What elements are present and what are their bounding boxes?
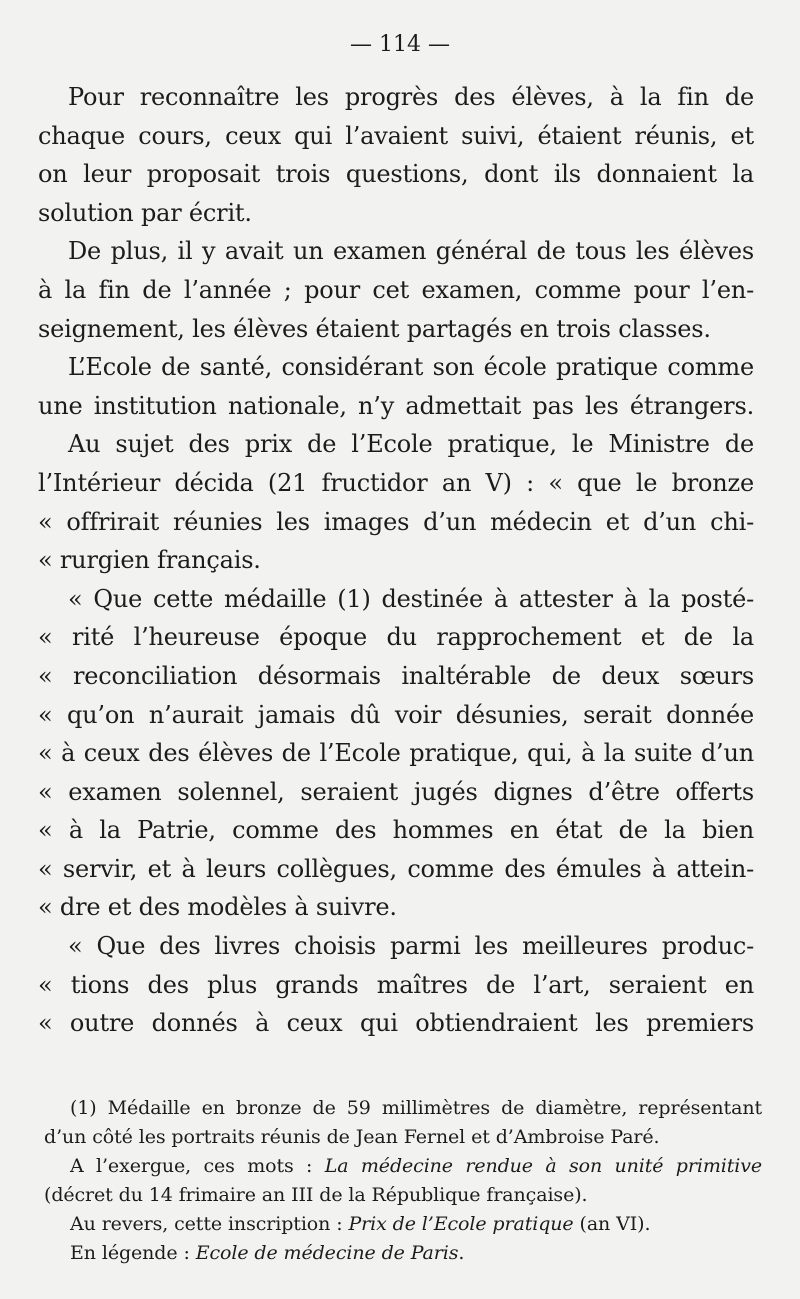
page-number: — 114 — xyxy=(350,32,450,57)
footnote-line: (décret du 14 frimaire an III de la République française). xyxy=(44,1184,588,1206)
text-line: « reconciliation désormais inaltérable de deux sœurs xyxy=(38,661,754,690)
text-line: « Que cette médaille (1) destinée à attester à la posté- xyxy=(68,584,754,613)
text-line: De plus, il y avait un examen général de tous les élèves xyxy=(68,237,754,266)
text-line: à la fin de l’année ; pour cet examen, comme pour l’en- xyxy=(38,275,754,304)
footnote-text: . xyxy=(458,1242,465,1264)
text-line: Au sujet des prix de l’Ecole pratique, le Ministre de xyxy=(68,430,754,459)
text-line: « dre et des modèles à suivre. xyxy=(38,893,397,922)
footnote-text: Au revers, cette inscription : xyxy=(70,1213,349,1235)
text-line: « à ceux des élèves de l’Ecole pratique, qui, à la suite d’un xyxy=(38,739,754,768)
text-line: « tions des plus grands maîtres de l’art, seraient en xyxy=(38,970,754,999)
footnote-line xyxy=(44,1239,762,1268)
text-line: « outre donnés à ceux qui obtiendraient les premiers xyxy=(38,1009,754,1038)
footnote-text: A l’exergue, ces mots : xyxy=(70,1155,325,1177)
text-line: « rité l’heureuse époque du rapprochement et de la xyxy=(38,623,754,652)
text-line: l’Intérieur décida (21 fructidor an V) : « que le bronze xyxy=(38,468,754,497)
footnote-italic-text: La médecine rendue à son unité primitive xyxy=(324,1155,762,1177)
text-line: on leur proposait trois questions, dont ils donnaient la xyxy=(38,160,754,189)
footnote-text: (an VI). xyxy=(573,1213,651,1235)
main-text xyxy=(38,78,754,1043)
text-line: « servir, et à leurs collègues, comme des émules à attein- xyxy=(38,854,754,883)
footnote-line xyxy=(44,1152,762,1181)
footnote-line xyxy=(44,1210,762,1239)
text-line: solution par écrit. xyxy=(38,198,252,227)
footnote-text: En légende : xyxy=(70,1242,196,1264)
footnote-line: d’un côté les portraits réunis de Jean Fernel et d’Ambroise Paré. xyxy=(44,1126,660,1148)
text-line: chaque cours, ceux qui l’avaient suivi, étaient réunis, et xyxy=(38,121,754,150)
text-line: une institution nationale, n’y admettait pas les étrangers. xyxy=(38,391,754,420)
text-line: « examen solennel, seraient jugés dignes d’être offerts xyxy=(38,777,754,806)
text-line: « qu’on n’aurait jamais dû voir désunies, serait donnée xyxy=(38,700,754,729)
text-line: « offrirait réunies les images d’un médecin et d’un chi- xyxy=(38,507,754,536)
text-line: Pour reconnaître les progrès des élèves, à la fin de xyxy=(68,83,754,111)
text-line: « rurgien français. xyxy=(38,546,261,575)
text-line: « Que des livres choisis parmi les meilleures produc- xyxy=(68,932,754,961)
text-line: seignement, les élèves étaient partagés en trois classes. xyxy=(38,314,711,343)
footnote-italic-text: Ecole de médecine de Paris xyxy=(195,1242,459,1264)
footnote-italic-text: Prix de l’Ecole pratique xyxy=(348,1213,574,1235)
text-line: « à la Patrie, comme des hommes en état de la bien xyxy=(38,816,754,845)
footnotes xyxy=(44,1094,762,1268)
text-line: L’Ecole de santé, considérant son école pratique comme xyxy=(68,353,754,382)
footnote-line: (1) Médaille en bronze de 59 millimètres de diamètre, représentant xyxy=(70,1097,762,1119)
